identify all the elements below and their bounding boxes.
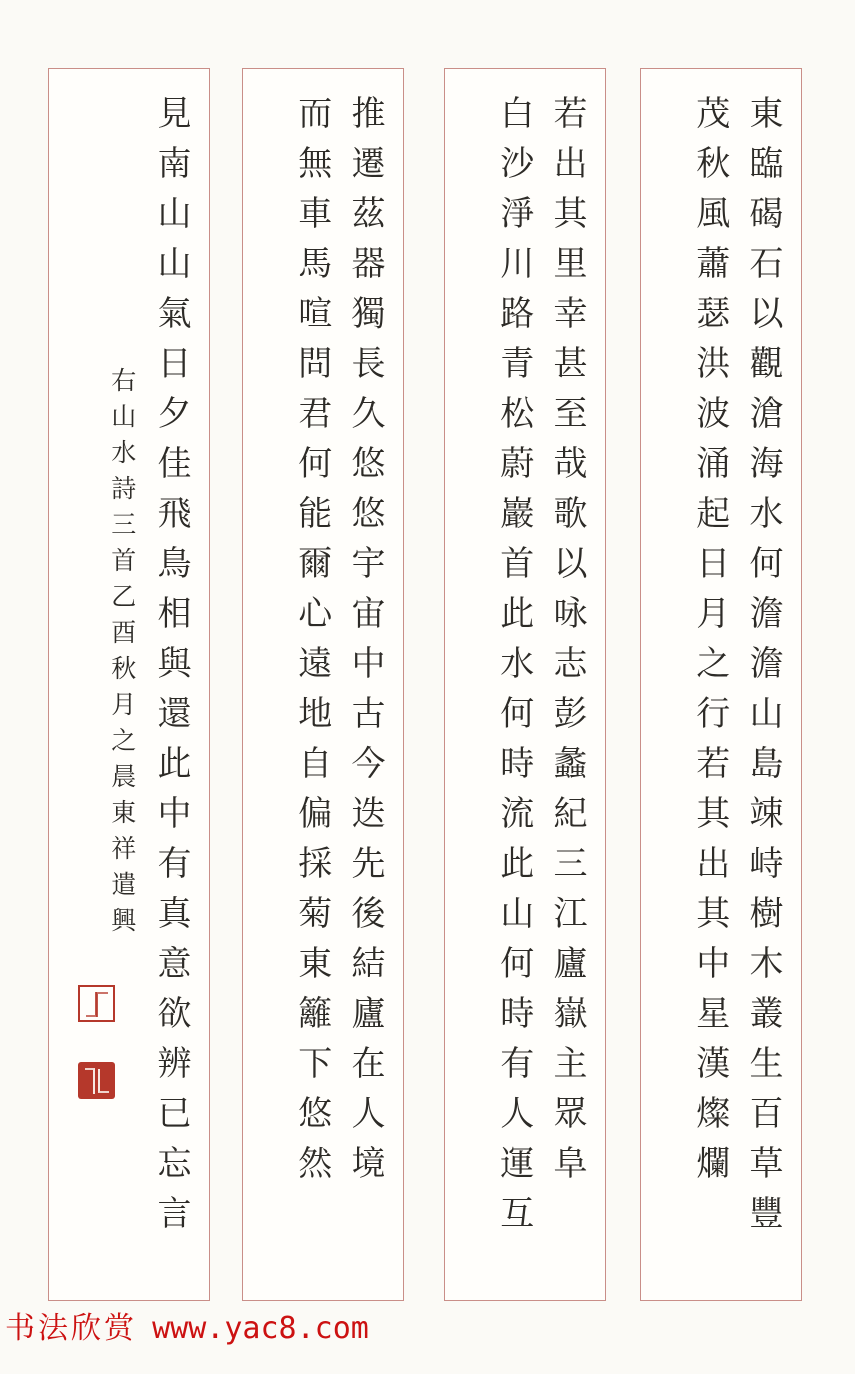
- calligraphy-column: 東臨碣石以觀滄海水何澹澹山島竦峙樹木叢生百草豐: [743, 95, 783, 1245]
- panel-2-text: [445, 69, 605, 1300]
- calligraphy-panel-4: [48, 68, 210, 1301]
- calligraphy-column: 茂秋風蕭瑟洪波涌起日月之行若其出其中星漢燦爛: [689, 95, 730, 1195]
- panel-3-text: [243, 69, 403, 1300]
- calligraphy-panel-3: [242, 68, 404, 1301]
- calligraphy-column: 推遷茲器獨長久悠悠宇宙中古今迭先後結廬在人境: [345, 95, 385, 1195]
- watermark-url: www.yac8.com: [152, 1311, 369, 1346]
- artist-seal-solid-icon: [78, 1062, 115, 1099]
- calligraphy-panel-2: [444, 68, 606, 1301]
- watermark: [5, 1303, 369, 1347]
- colophon-signature-column: 右山水詩三首乙酉秋月之晨東祥遣興: [107, 367, 137, 943]
- panel-1-text: [641, 69, 801, 1300]
- calligraphy-column: 若出其里幸甚至哉歌以咏志彭蠡紀三江廬嶽主眾阜: [547, 95, 587, 1195]
- artist-seal-outline-icon: [78, 985, 115, 1022]
- calligraphy-panel-1: [640, 68, 802, 1301]
- panel-4-text: [49, 69, 209, 1300]
- calligraphy-column: 而無車馬喧問君何能爾心遠地自偏採菊東籬下悠然: [291, 95, 332, 1195]
- calligraphy-column: 白沙淨川路青松蔚巖首此水何時流此山何時有人運互: [493, 95, 534, 1245]
- watermark-site-name: 书法欣赏: [5, 1311, 137, 1346]
- calligraphy-column: 見南山山氣日夕佳飛鳥相與還此中有真意欲辨已忘言: [151, 95, 191, 1245]
